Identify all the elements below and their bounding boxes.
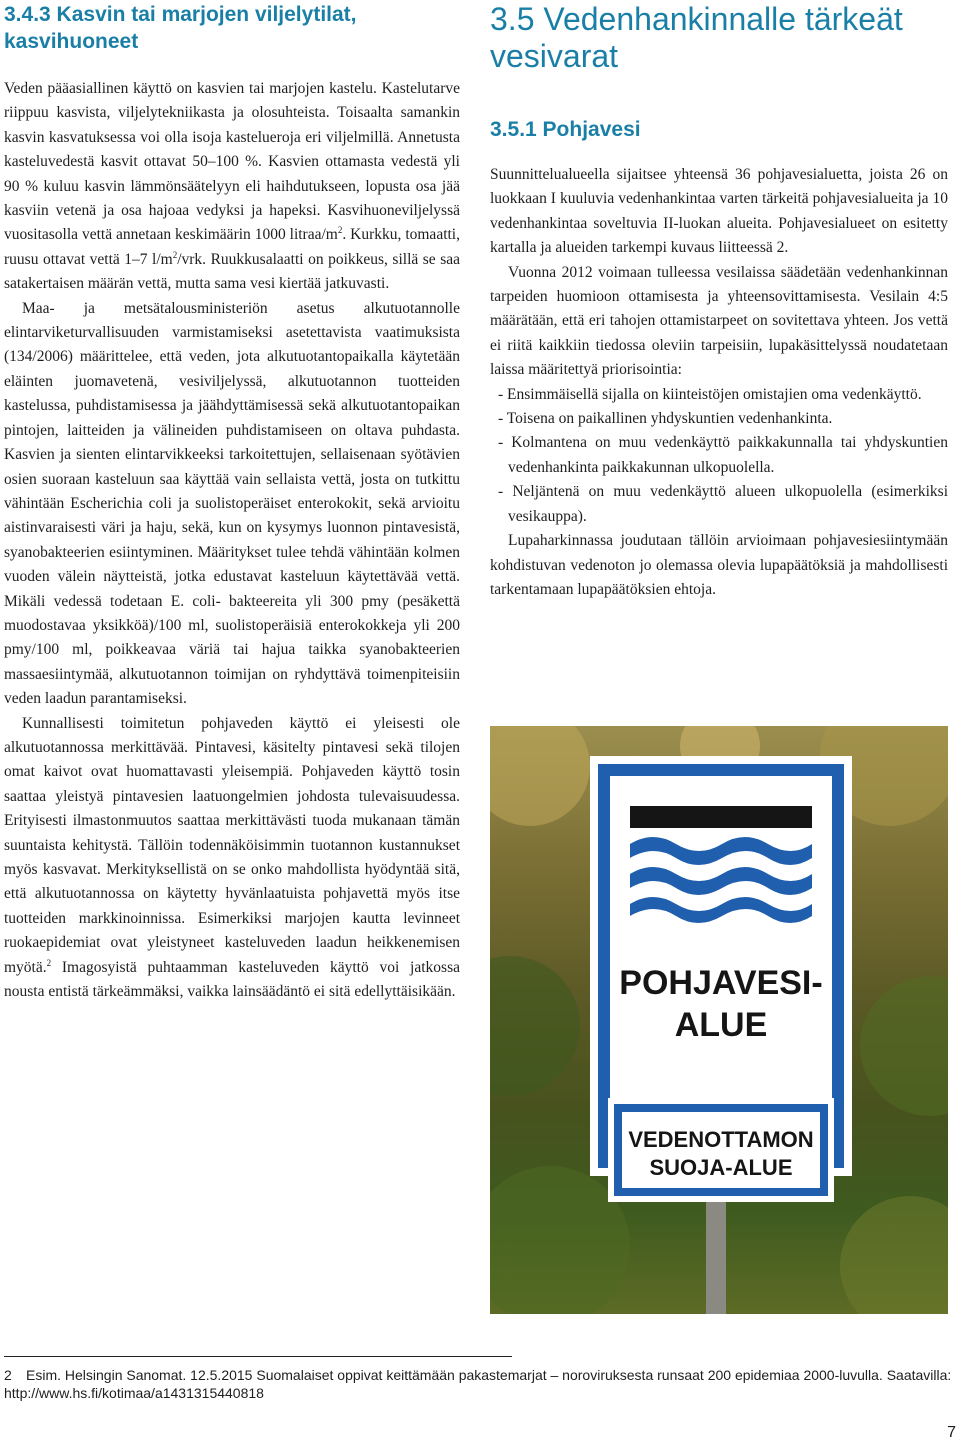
- paragraph: Vuonna 2012 voimaan tulleessa vesilaissa säädetään vedenhankinnan tarpeiden huomioon ottamisesta ja yhteensovittamisesta. Vesilain 4:5 määrätään, että eri tahojen ottamistarpeet on sovitettava yhteen. Jos vettä ei riitä kaikkiin tiedossa oleviin tarpeisiin, lupakäsittelyssä noudatetaan laissa määritettyä priorisointia:: [490, 263, 948, 379]
- paragraph: Lupaharkinnassa joudutaan tällöin arvioimaan pohjavesiesiintymään kohdistuvan vedenoton jo olemassa olevia lupapäätöksiä ja mahdollisesti tarkentamaan lupapäätöksien ehtoja.: [490, 532, 948, 598]
- sign2-text-line1: VEDENOTTAMON: [628, 1127, 814, 1152]
- right-column: [490, 0, 948, 602]
- paragraph: Suunnittelualueella sijaitsee yhteensä 36 pohjavesialuetta, joista 26 on luokkaan I kuuluvia vedenhankintaa varten tärkeitä pohjavesialueita ja 10 vedenhankintaa soveltuvia II-luokan alueita. Pohjavesialueet on esitetty kartalla ja alueiden tarkempi kuvaus liitteessä 2.: [490, 166, 948, 257]
- footnote-divider: [4, 1356, 512, 1357]
- sign-text-line2: ALUE: [674, 1006, 768, 1044]
- list-item: - Kolmantena on muu vedenkäyttö paikkakunnalla tai yhdyskuntien vedenhankinta paikkakunnan ulkopuolella.: [498, 434, 948, 476]
- footnote-number: 2: [4, 1367, 12, 1383]
- paragraph: Kunnallisesti toimitetun pohjaveden käyttö ei yleisesti ole alkutuotannossa merkittävää. Pintavesi, käsitelty pintavesi sekä tilojen omat kaivot ovat huomattavasti yleisempiä. Pohjaveden käyttö tosin saattaa yleistyä pintavesien laatuongelmien johdosta tulevaisuudessa. Erityisesti ilmastonmuutos saattaa merkittävästi tuoda mukanaan tämän suuntaista kehitystä. Tällöin todennäköisimmin tuotannon kustannukset myös kasvavat. Merkityksellistä on se onko mahdollista hyödyntää sitä, että alkutuotannossa on käytetty hyvänlaatuista pohjavettä myös itse tuotteiden markkinoinnissa. Esimerkiksi marjojen kautta levinneet ruokaepidemiat ovat yleistyneet kasteluveden laadun heikkenemisen myötä.$^2$ Imagosyistä puhtaamman kasteluveden käyttö voi jatkossa nousta entistä tärkeämmäksi, vaikka lainsäädäntö ei sitä edellyttäisikään.: [4, 714, 460, 1001]
- list-item: - Neljäntenä on muu vedenkäyttö alueen ulkopuolella (esimerkiksi vesikauppa).: [498, 483, 948, 525]
- list-item: - Toisena on paikallinen yhdyskuntien vedenhankinta.: [498, 410, 833, 428]
- priority-list: [490, 383, 948, 529]
- sign-illustration: [490, 726, 948, 1314]
- page-number: 7: [947, 1424, 956, 1441]
- footnote-text: Esim. Helsingin Sanomat. 12.5.2015 Suomalaiset oppivat keittämään pakastemarjat – noroviruksesta runsaat 200 epidemiaa 2000-luvulla. Saatavilla: http://www.hs.fi/kotimaa/a1431315440818: [4, 1367, 952, 1401]
- list-item: - Ensimmäisellä sijalla on kiinteistöjen omistajien oma vedenkäyttö.: [498, 385, 922, 403]
- section-heading-3-5: 3.5 Vedenhankinnalle tärkeät vesivarat: [490, 1, 903, 74]
- subsection-heading-3-5-1: 3.5.1 Pohjavesi: [490, 118, 641, 141]
- footnote: [4, 1366, 954, 1402]
- sign2-text-line2: SUOJA-ALUE: [649, 1155, 793, 1180]
- section-heading-3-4-3: 3.4.3 Kasvin tai marjojen viljelytilat, kasvihuoneet: [4, 3, 357, 53]
- paragraph: Veden pääasiallinen käyttö on kasvien tai marjojen kastelu. Kastelutarve riippuu kasvista, viljelytekniikasta ja olosuhteista. Toisaalta samankin kasvin kasvatuksessa voi olla isoja kastelueroja eri viljelmillä. Annetusta kasteluvedestä kasvit ottavat 50–100 %. Kasvien ottamasta vedestä yli 90 % kuluu kasvin lämmönsäätelyyn eli haihdutukseen, lopusta osa jää kasviin vetenä ja osa hajoaa vedyksi ja hapeksi. Kasvihuoneviljelyssä vuositasolla vettä annetaan keskimäärin 1000 litraa/$m^2$. Kurkku, tomaatti, ruusu ottavat vettä 1–7 $l/m^2$/vrk. Ruukkusalaatti on poikkeus, sillä se saa satakertaisen määrän vettä, mutta sama vesi kiertää jatkuvasti.: [4, 80, 460, 293]
- groundwater-sign-photo: [490, 726, 948, 1314]
- left-column: [4, 0, 460, 1004]
- paragraph: Maa- ja metsätalousministeriön asetus alkutuotannolle elintarviketurvallisuuden varmistamiseksi asetettavista vaatimuksista (134/2006) määrittelee, että veden, jota alkutuotantopaikalla käytetään eläinten juomavetenä, vesiviljelyssä, alkutuotannon tuotteiden kastelussa, puhdistamisessa ja jäähdyttämisessä sekä alkutuotantopaikan pintojen, laitteiden ja välineiden puhdistamiseen on oltava puhdasta. Kasvien ja sienten elintarvikkeeksi tarkoitettujen, sellaisenaan syötävien osien suoraan kasteluun saa käyttää vain sellaista vettä, josta on tutkittu vähintään Escherichia coli ja suolistoperäiset enterokokit, sekä arvioitu aistinvaraisesti väri ja haju, sekä, kun on kysymys luonnon pintavesistä, syanobakteerien esiintyminen. Määritykset tulee tehdä vähintään kolmen vuoden välein näytteistä, jotka edustavat kasteluun käytettävää vettä. Mikäli vedessä todetaan E. coli- bakteereita yli 300 pmy (pesäkettä muodostavaa yksikköä)/100 ml, suolistoperäisiä enterokokkeja yli 200 pmy/100 ml, poikkeavaa väriä tai hajua taikka syanobakteerien massaesiintymää, alkutuotannon toimijan on ryhdyttävä toimenpiteisiin veden laadun parantamiseksi.: [4, 299, 460, 708]
- sign-text-line1: POHJAVESI-: [619, 964, 823, 1002]
- footnote-ref[interactable]: 2: [46, 957, 52, 968]
